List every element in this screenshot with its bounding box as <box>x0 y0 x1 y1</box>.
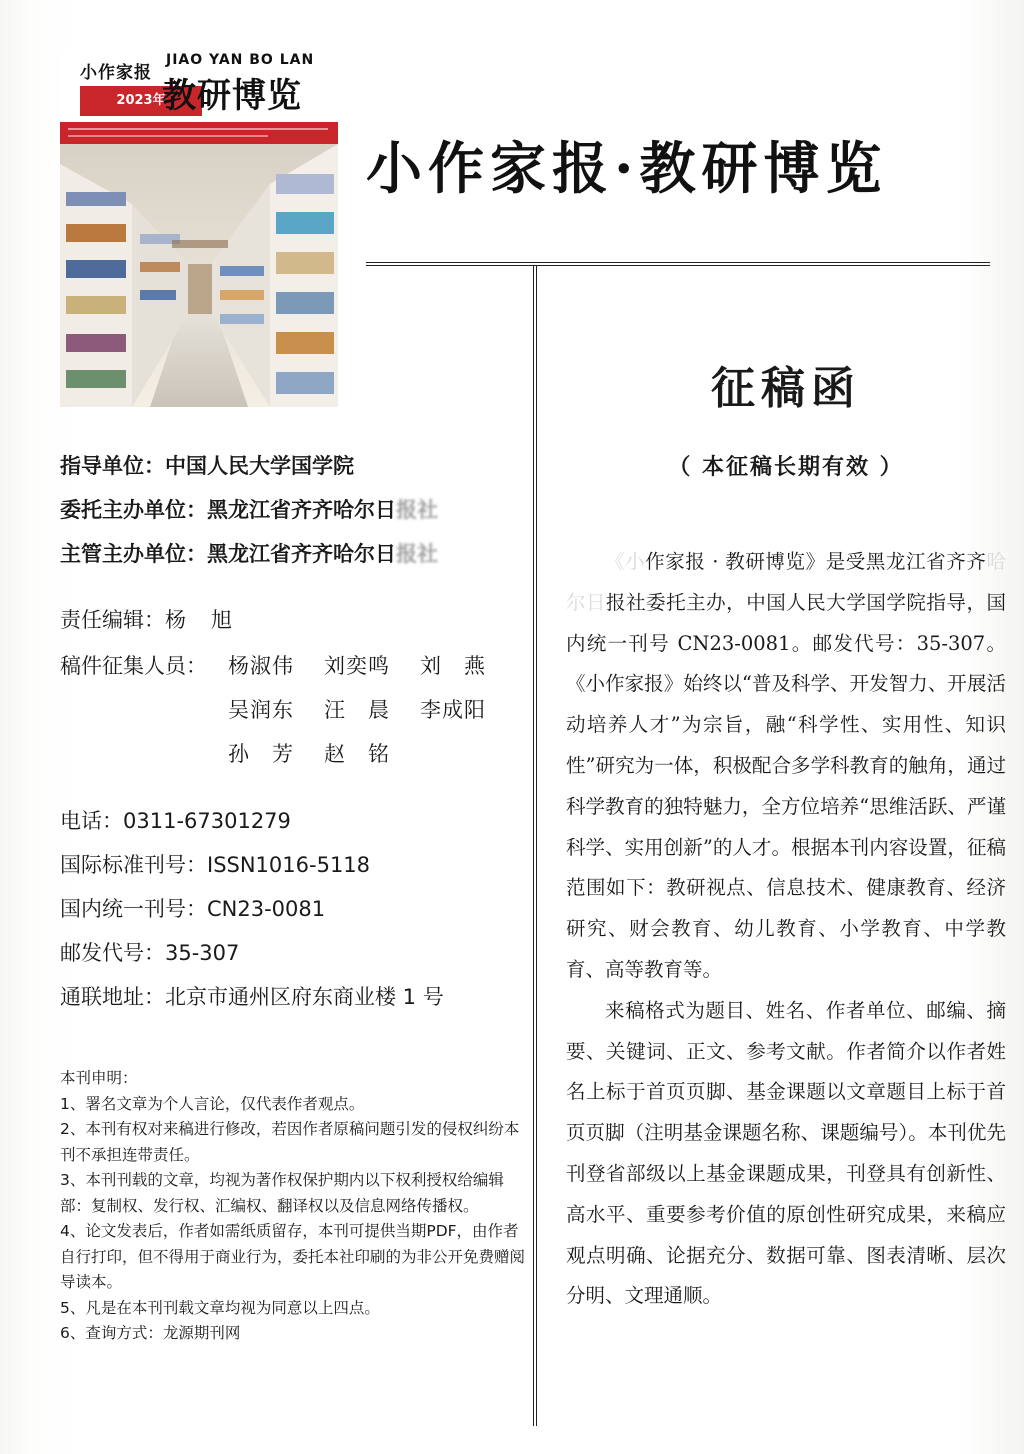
collectors-label: 稿件征集人员： <box>60 654 207 678</box>
collector-name: 刘奕鸣 <box>324 654 390 678</box>
body-text-segment: 报社委托主办，中国人民大学国学院指导，国内统一刊号 CN23-0081。邮发代号：35-307。《小作家报》始终以“普及科学、开发智力、开展活动培养人才”为宗旨，融“科学性、实用性、知识性”研究为一体，积极配合多学科教育的触角，通过科学教育的独特魅力，全方位培养“思维活跃、严谨科学、实用创新”的人才。根据本刊内容设置，征稿范围如下：教研视点、信息技术、健康教育、经济研究、财会教育、幼儿教育、小学教育、中学教育、高等教育等。 <box>566 590 1006 981</box>
address: 通联地址：北京市通州区府东商业楼 1 号 <box>60 985 444 1009</box>
collector-name: 孙 芳 <box>228 742 294 766</box>
masthead-rule <box>366 262 990 266</box>
declaration-item: 4、论文发表后，作者如需纸质留存，本刊可提供当期PDF，由作者自行打印，但不得用于商业行为，委托本社印刷的为非公开免费赠阅导读本。 <box>60 1222 526 1291</box>
declaration-item: 2、本刊有权对来稿进行修改，若因作者原稿问题引发的侵权纠纷本刊不承担连带责任。 <box>60 1120 520 1164</box>
entrusted-unit <box>60 494 438 524</box>
supervisor-unit-value: 黑龙江省齐齐哈尔日 <box>207 542 396 566</box>
phone: 电话：0311-67301279 <box>60 809 291 833</box>
column-divider <box>533 266 537 1426</box>
cover-red-band <box>60 122 338 144</box>
cover-year-badge: 2023年 <box>80 86 202 116</box>
collector-name: 汪 晨 <box>324 698 390 722</box>
faded-text: 《小 <box>605 550 646 573</box>
declaration <box>60 1066 528 1347</box>
masthead-title <box>366 128 986 206</box>
entrusted-unit-blurred: 报社 <box>396 498 438 522</box>
declaration-item: 3、本刊刊载的文章，均视为著作权保护期内以下权利授权给编辑部：复制权、发行权、汇编权、翻译权以及信息网络传播权。 <box>60 1171 504 1215</box>
collector-name: 李成阳 <box>420 698 486 722</box>
faded-text: 哈尔日 <box>566 550 1006 614</box>
call-for-papers-body <box>566 542 1006 1317</box>
declaration-item: 6、查询方式：龙源期刊网 <box>60 1324 241 1342</box>
cover-title: 教研博览 <box>162 76 302 116</box>
supervisor-unit-blurred: 报社 <box>396 542 438 566</box>
collector-name: 吴润东 <box>228 698 294 722</box>
entrusted-unit-label: 委托主办单位： <box>60 498 207 522</box>
body-text-segment: 作家报 · 教研博览》是受黑龙江省齐齐 <box>645 550 987 573</box>
responsible-editor <box>60 604 234 634</box>
body-paragraph: 来稿格式为题目、姓名、作者单位、邮编、摘要、关键词、正文、参考文献。作者简介以作者姓名上标于首页页脚、基金课题以文章题目上标于首页页脚（注明基金课题名称、课题编号）。本刊优先刊登省部级以上基金课题成果，刊登具有创新性、高水平、重要参考价值的原创性研究成果，来稿应观点明确、论据充分、数据可靠、图表清晰、层次分明、文理通顺。 <box>566 998 1006 1308</box>
body-paragraph <box>566 542 1006 991</box>
cover-header <box>60 50 338 122</box>
declaration-item: 1、署名文章为个人言论，仅代表作者观点。 <box>60 1094 365 1113</box>
cn-number: 国内统一刊号：CN23-0081 <box>60 897 326 921</box>
entrusted-unit-value: 黑龙江省齐齐哈尔日 <box>207 498 396 522</box>
call-for-papers-title: 征稿函 <box>711 363 861 414</box>
call-for-papers-subtitle: （ 本征稿长期有效 ） <box>668 455 904 480</box>
cover-brand: 小作家报 <box>80 63 152 83</box>
journal-cover <box>60 50 338 407</box>
declaration-heading: 本刊申明： <box>60 1069 138 1087</box>
cover-pinyin: JIAO YAN BO LAN <box>166 52 315 68</box>
collector-name: 赵 铭 <box>324 742 390 766</box>
editor-name: 杨 旭 <box>165 608 234 632</box>
issn: 国际标准刊号：ISSN1016-5118 <box>60 853 371 877</box>
guide-unit <box>60 450 354 480</box>
masthead-text: 小作家报·教研博览 <box>366 136 888 202</box>
postal-code: 邮发代号：35-307 <box>60 941 240 965</box>
guide-unit-value: 中国人民大学国学院 <box>165 454 354 478</box>
declaration-item: 5、凡是在本刊刊载文章均视为同意以上四点。 <box>60 1298 380 1317</box>
collector-name: 刘 燕 <box>420 654 486 678</box>
supervisor-unit <box>60 538 438 568</box>
editor-label: 责任编辑： <box>60 608 165 632</box>
library-bookshelf-photo <box>60 144 338 407</box>
guide-unit-label: 指导单位： <box>60 454 165 478</box>
collector-name: 杨淑伟 <box>228 654 294 678</box>
supervisor-unit-label: 主管主办单位： <box>60 542 207 566</box>
